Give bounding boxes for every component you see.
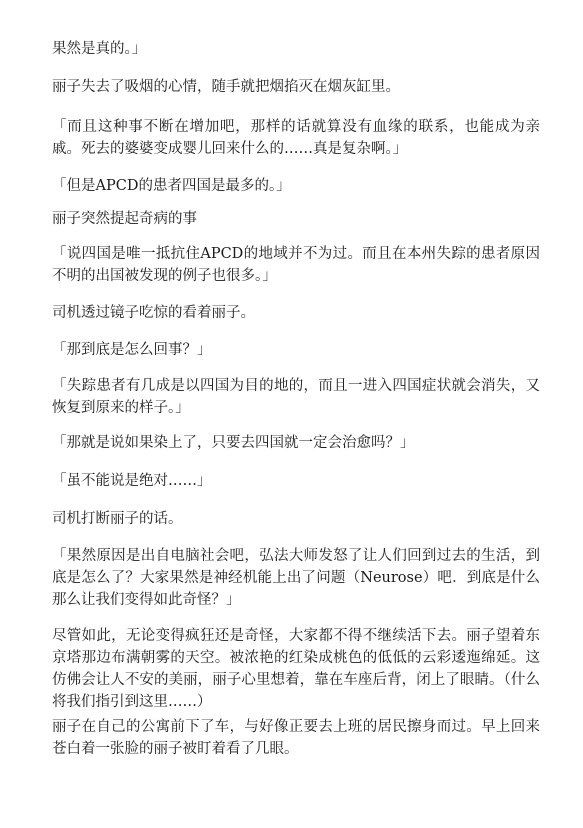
paragraph-3: 「而且这种事不断在增加吧，那样的话就算没有血缘的联系，也能成为亲戚。死去的婆婆变成婴儿回来什么的……真是复杂啊。」	[52, 119, 540, 157]
paragraph-8: 「那到底是怎么回事？」	[52, 342, 212, 358]
paragraph-14: 尽管如此，无论变得疯狂还是奇怪，大家都不得不继续活下去。丽子望着东京塔那边布满朝雾的天空。被浓艳的红染成桃色的低低的云彩逶迤绵延。这仿佛会让人不安的美丽，丽子心里想着，靠在车座后背，闭上了眼睛。（什么将我们指引到这里……）	[52, 628, 540, 710]
paragraph-15: 丽子在自己的公寓前下了车，与好像正要去上班的居民擦身而过。早上回来苍白着一张脸的丽子被盯着看了几眼。	[52, 719, 540, 757]
paragraph-2: 丽子失去了吸烟的心情，随手就把烟掐灭在烟灰缸里。	[52, 79, 400, 95]
paragraph-12: 司机打断丽子的话。	[52, 511, 183, 527]
paragraph-7: 司机透过镜子吃惊的看着丽子。	[52, 305, 255, 321]
paragraph-11: 「虽不能说是绝对……」	[52, 473, 212, 489]
paragraph-6: 「说四国是唯一抵抗住APCD的地域并不为过。而且在本州失踪的患者原因不明的出国被发现的例子也很多。」	[52, 246, 540, 284]
paragraph-5: 丽子突然提起奇病的事	[52, 211, 197, 227]
paragraph-1: 果然是真的。」	[52, 41, 147, 57]
paragraph-10: 「那就是说如果染上了，只要去四国就一定会治愈吗？」	[52, 435, 415, 451]
paragraph-9: 「失踪患者有几成是以四国为目的地的，而且一进入四国症状就会消失，又恢复到原来的样子。」	[52, 378, 540, 416]
paragraph-13: 「果然原因是出自电脑社会吧，弘法大师发怒了让人们回到过去的生活，到底是怎么了？大家果然是神经机能上出了问题（Neurose）吧．到底是什么那么让我们变得如此奇怪？」	[52, 548, 540, 608]
paragraph-4: 「但是APCD的患者四国是最多的。」	[52, 178, 291, 194]
